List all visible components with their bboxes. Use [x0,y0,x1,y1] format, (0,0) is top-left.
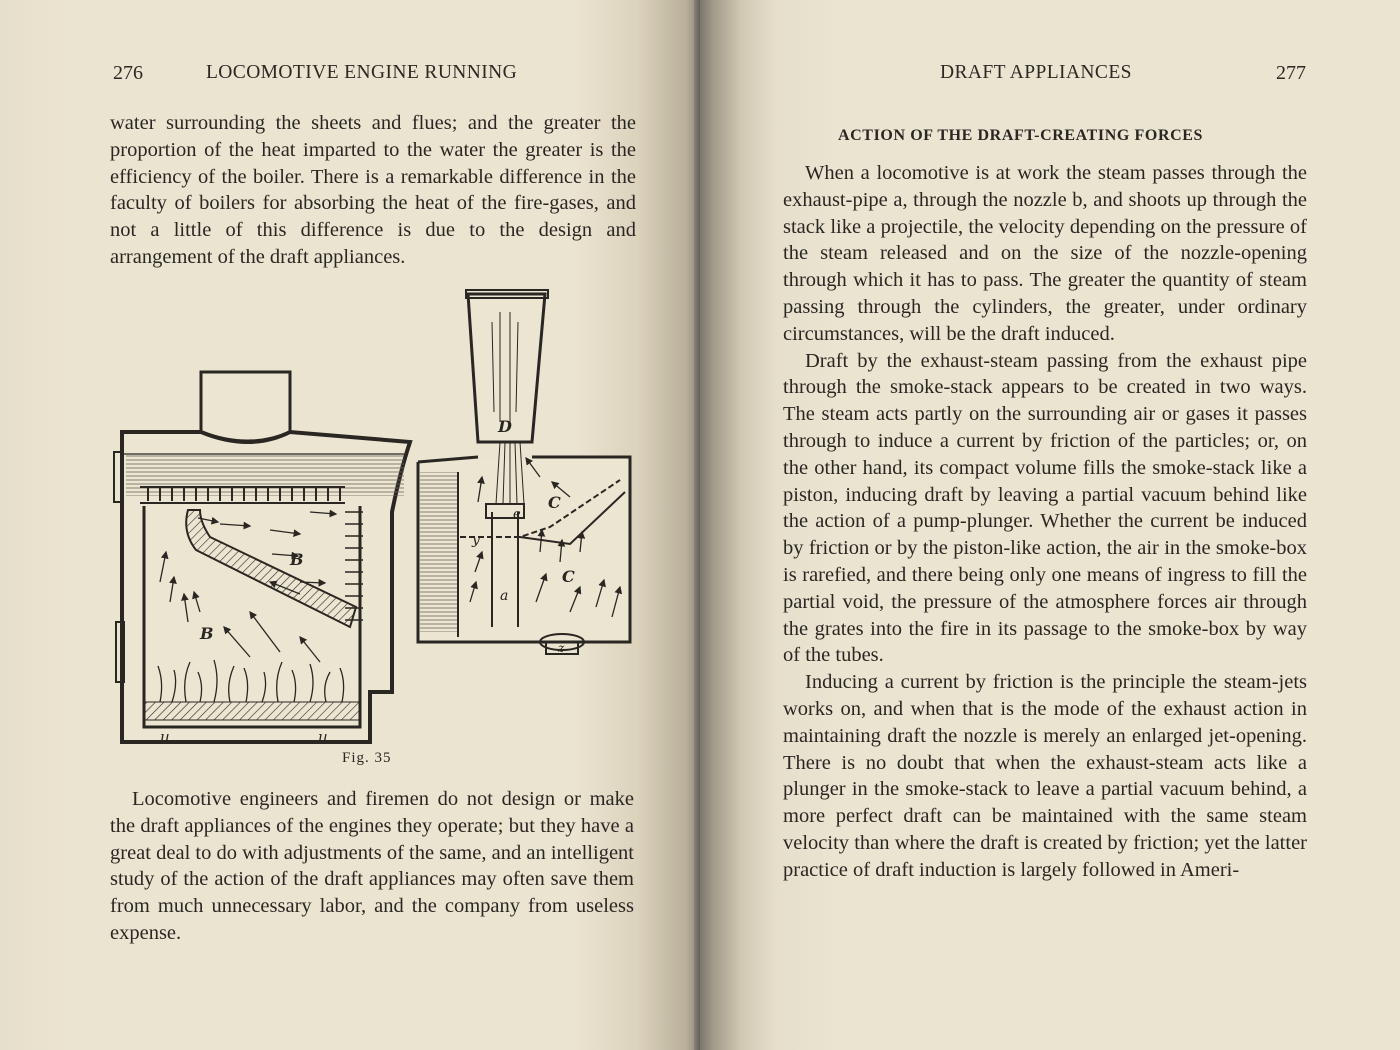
running-head-left: LOCOMOTIVE ENGINE RUNNING [206,62,518,83]
smokebox-section [418,290,630,655]
page-number-left: 276 [113,62,143,84]
label-b-lower: B [200,624,214,643]
running-head-right: DRAFT APPLIANCES [940,62,1132,83]
label-y: y [472,532,480,548]
label-a: a [500,588,509,604]
paragraph-bottom [110,786,634,947]
page-number-right: 277 [1276,62,1306,84]
label-u-left: u [160,728,170,746]
paragraph-top [110,110,636,271]
label-z: z [558,641,565,655]
section-heading: ACTION OF THE DRAFT-CREATING FORCES [838,127,1204,144]
label-e: e [513,507,521,522]
right-page [700,0,1400,1050]
label-b-upper: B [290,550,304,569]
firebox-section [114,372,410,746]
paragraph-3: Inducing a current by friction is the principle the steam-jets works on, and when that is the mode of the exhaust action in maintaining draft the nozzle is merely an enlarged jet-opening. There is no doubt that when the exhaust-steam acts like a plunger in the smoke-stack to leave a partial vacuum behind, a more perfect draft can be maintained with the same steam velocity than where the draft is created by friction; yet the latter practice of draft induction is largely followed in Ameri- [783,671,1307,881]
boiler-draft-diagram [100,282,645,752]
label-c-upper: C [548,493,561,512]
label-u-right: u [318,728,328,746]
label-d: D [498,417,512,436]
paragraph-2: Draft by the exhaust-steam passing from the exhaust pipe through the smoke-stack appears to be created in two ways. The steam acts partly on the surrounding air or gases it passes through to induce a current by friction of the particles; or, on the other hand, its compact volume fills the smoke-stack like a piston, inducing draft by leaving a partial vacuum behind like the action of a pump-plunger. Whether the current be induced by friction or by the piston-like action, the air in the smoke-box is rarefied, and there being only one means of ingress to fill the partial void, the pressure of the atmosphere forces air through the grates into the fire in its passage to the smoke-box by way of the tubes. [783,349,1307,667]
figure-caption: Fig. 35 [342,750,392,766]
paragraph-bottom-text: Locomotive engineers and firemen do not design or make the draft appliances of the engines they operate; but they have a great deal to do with adjustments of the same, and an intelligent study of the action of the draft appliances may often save them from much unnecessary labor, and the company from useless expense. [110,788,634,944]
paragraph-1: When a locomotive is at work the steam passes through the exhaust-pipe a, through the nozzle b, and shoots up through the stack like a projectile, the velocity depending on the pressure of the steam released and on the size of the nozzle-opening through which it has to pass. The greater the quantity of steam passing through the cylinders, the greater, under ordinary circumstances, will be the draft induced. [783,162,1307,345]
label-c-lower: C [562,567,575,586]
paragraph-top-text: water surrounding the sheets and flues; and the greater the proportion of the heat imparted to the water the greater is the efficiency of the boiler. There is a remarkable difference in the faculty of boilers for absorbing the heat of the fire-gases, and not a little of this difference is due to the design and arrangement of the draft appliances. [110,112,636,268]
right-body [783,160,1307,884]
